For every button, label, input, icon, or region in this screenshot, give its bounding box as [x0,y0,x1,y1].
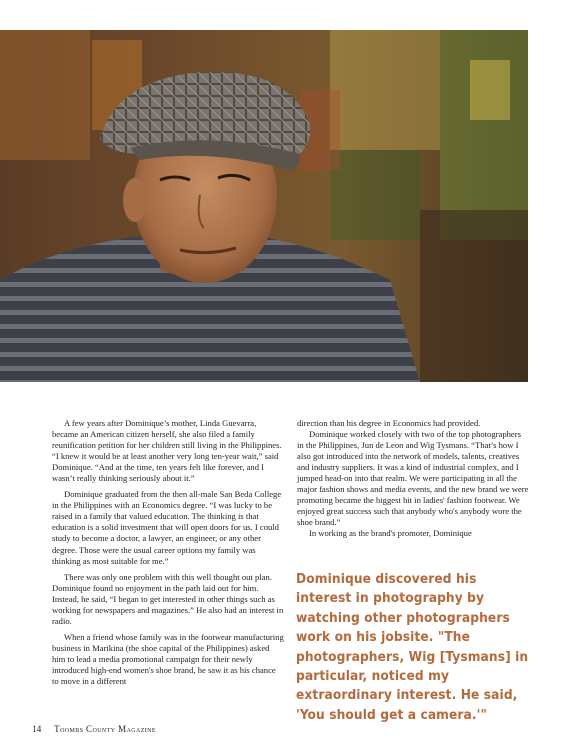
paragraph: Dominique worked closely with two of the top photographers in the Philippines, Jun de Leon and Wig Tysmans. “That’s how I also got introduced into the network of models, talents, creatives and industry suppliers. It was a kind of industrial complex, and I jumped head-on into that realm. We were participating in all the major fashion shows and media events, and the new brand we were promoting became the biggest hit in ladies' fashion footwear. We enjoyed great success such that anybody who's anybody wore the shoe brand.” [297,429,529,528]
article-column-right [297,418,529,540]
paragraph: In working as the brand's promoter, Dominique [309,528,472,539]
pull-quote: Dominique discovered his interest in photography by watching other photographers work on his jobsite. "The photographers, Wig [Tysmans] in particular, noticed my extraordinary interest. He said, 'You should get a camera.'" [296,571,529,723]
paragraph: Dominique graduated from the then all-male San Beda College in the Philippines with an Economics degree. “I was lucky to be raised in a family that valued education. The thinking is that education is a solid investment that will open doors for us. I could study to become a doctor, a lawyer, an engineer, or any other degree. Those were the usual career options my family was thinking as most suitable for me.” [52,489,282,566]
page-footer [32,724,156,734]
paragraph: A few years after Dominique’s mother, Linda Guevarra, became an American citizen herself, she also filed a family reunification petition for her children still living in the Philippines. “I knew it would be at least another very long ten-year wait,” said Dominique. “And at the time, ten years felt like forever, and I wasn’t really thinking seriously about it.” [52,418,282,484]
magazine-name: Toombs County Magazine [54,724,156,734]
portrait-photo [0,30,528,382]
paragraph-continuation: direction than his degree in Economics had provided. [297,418,481,428]
page-number: 14 [32,724,42,734]
article-column-left [52,418,284,687]
paragraph: When a friend whose family was in the footwear manufacturing business in Marikina (the shoe capital of the Philippines) asked him to lead a media promotional campaign for their newly introduced high-end women's shoe brand, he saw it as his chance to move in a different [52,631,284,687]
paragraph: There was only one problem with this well thought out plan. Dominique found no enjoyment in the path laid out for him. Instead, he said, “I began to get interested in other things such as working for newspapers and magazines.” He also had an interest in radio. [52,571,284,626]
